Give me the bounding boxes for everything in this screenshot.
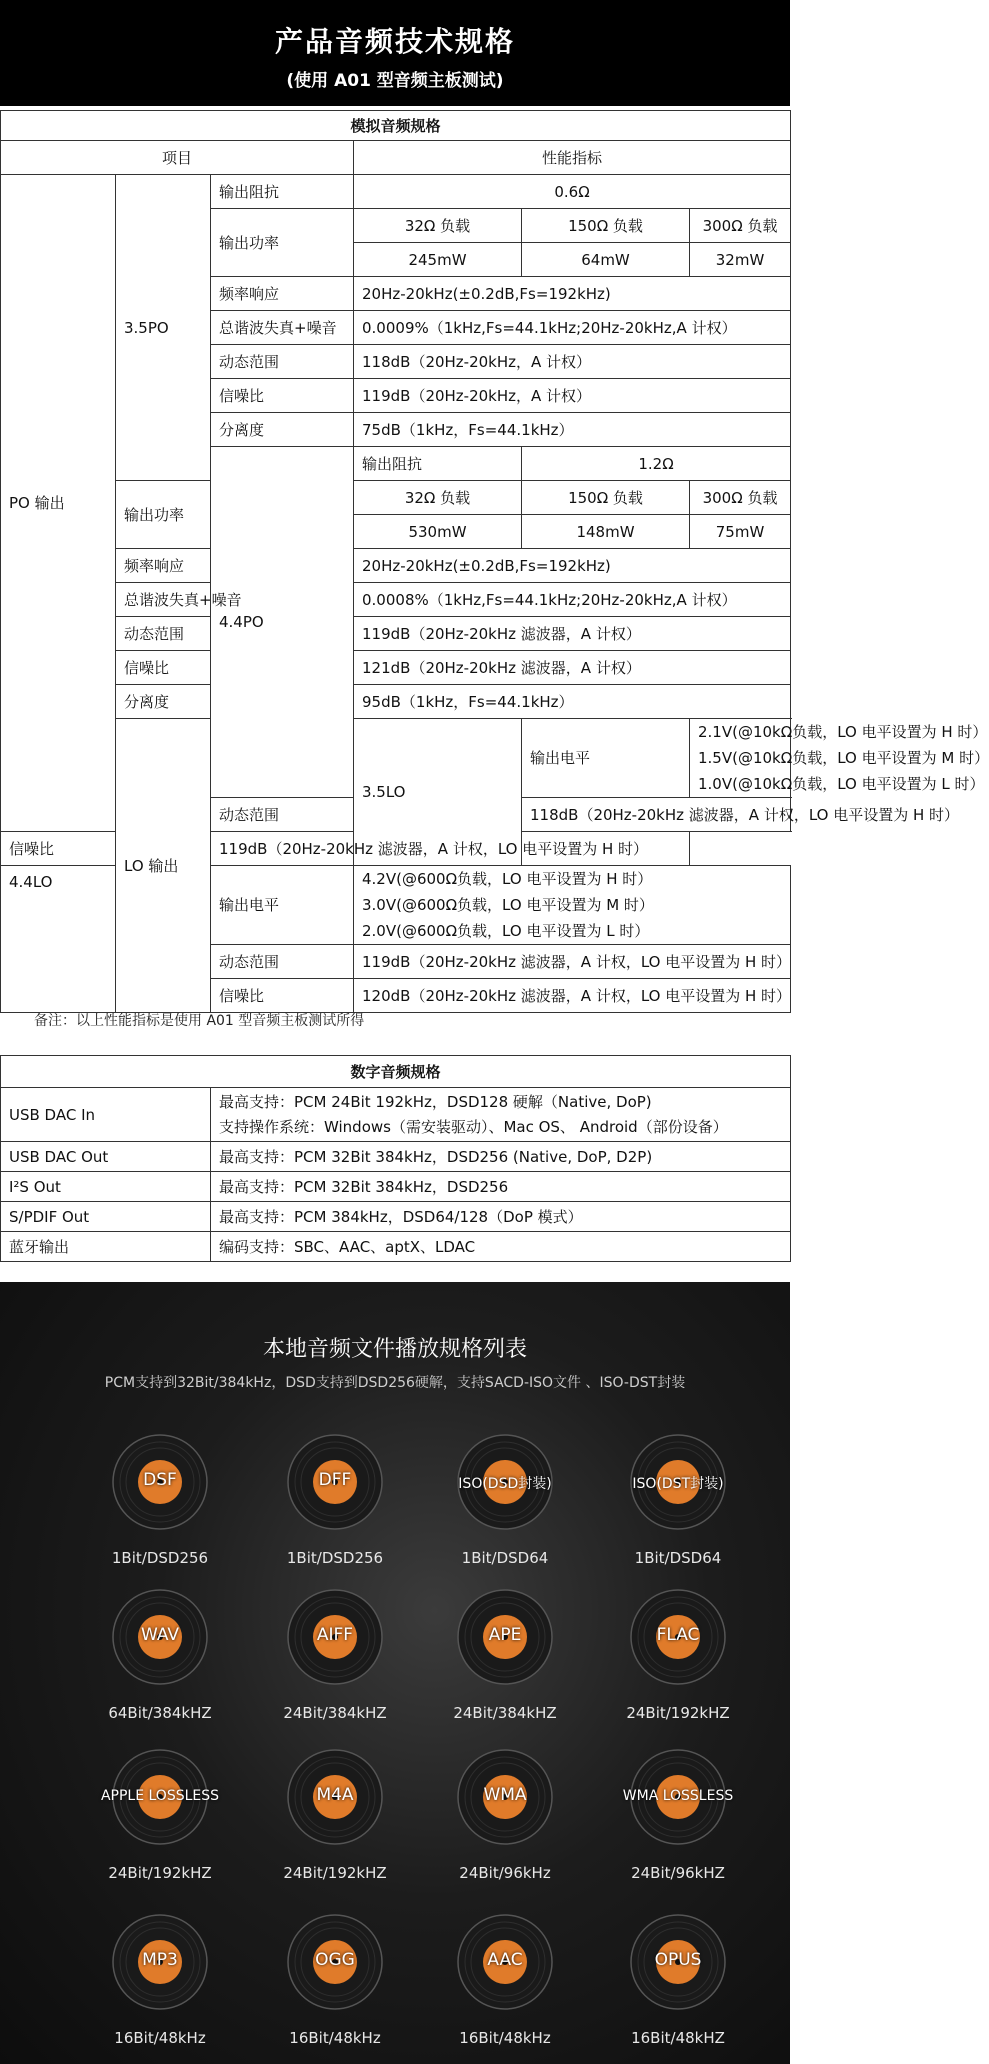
- digital-row-label: USB DAC Out: [1, 1142, 211, 1172]
- format-item: [60, 1587, 260, 1737]
- load-label: 150Ω 负载: [522, 209, 690, 243]
- format-spec: 24Bit/192kHZ: [283, 1864, 387, 1882]
- format-spec: 1Bit/DSD256: [111, 1549, 209, 1567]
- load-label: 150Ω 负载: [522, 481, 690, 515]
- digital-row-label: 蓝牙输出: [1, 1232, 211, 1262]
- page-subtitle: (使用 A01 型音频主板测试): [286, 71, 504, 91]
- format-spec: 16Bit/48kHz: [289, 2029, 381, 2047]
- format-name: WMA LOSSLESS: [622, 1788, 734, 1804]
- row-value: 120dB（20Hz-20kHz 滤波器，A 计权，LO 电平设置为 H 时）: [354, 979, 791, 1013]
- load-label: 32Ω 负载: [354, 481, 522, 515]
- format-spec: 24Bit/384kHZ: [283, 1704, 387, 1722]
- level-line: 2.1V(@10kΩ负载，LO 电平设置为 H 时）: [698, 723, 988, 741]
- col-header-item: 项目: [1, 141, 354, 175]
- group-name: 4.4LO: [1, 866, 116, 1013]
- format-spec: 1Bit/DSD64: [461, 1549, 549, 1567]
- format-item: [578, 1432, 778, 1582]
- format-item: [578, 1587, 778, 1737]
- load-label: 300Ω 负载: [690, 481, 791, 515]
- row-value: 121dB（20Hz-20kHz 滤波器，A 计权）: [354, 651, 791, 685]
- level-line: 1.0V(@10kΩ负载，LO 电平设置为 L 时）: [698, 775, 985, 793]
- row-label: 输出阻抗: [211, 175, 354, 209]
- row-label: 输出功率: [116, 481, 211, 549]
- row-value: 20Hz-20kHz(±0.2dB,Fs=192kHz): [354, 549, 791, 583]
- format-spec: 24Bit/192kHZ: [108, 1864, 212, 1882]
- row-label: 动态范围: [211, 945, 354, 979]
- power-value: 530mW: [354, 515, 522, 549]
- power-value: 148mW: [522, 515, 690, 549]
- analog-note: 备注：以上性能指标是使用 A01 型音频主板测试所得: [34, 1013, 365, 1029]
- row-label: 输出功率: [211, 209, 354, 277]
- format-item: [578, 1912, 778, 2062]
- row-label: 动态范围: [211, 798, 354, 832]
- format-item: [405, 1912, 605, 2062]
- formats-section: [0, 1282, 790, 2064]
- row-value: 0.6Ω: [354, 175, 791, 209]
- format-name: M4A: [316, 1785, 354, 1805]
- digital-row-value: 最高支持：PCM 32Bit 384kHz，DSD256: [211, 1172, 791, 1202]
- row-label: 总谐波失真+噪音: [211, 311, 354, 345]
- lo-output-label: LO 输出: [116, 719, 211, 1013]
- load-label: 300Ω 负载: [690, 209, 791, 243]
- format-name: FLAC: [656, 1625, 700, 1645]
- format-name: DFF: [318, 1470, 352, 1490]
- row-label: 输出电平: [211, 866, 354, 945]
- row-value: 119dB（20Hz-20kHz 滤波器，A 计权，LO 电平设置为 H 时）: [354, 945, 791, 979]
- row-value: 118dB（20Hz-20kHz 滤波器，A 计权，LO 电平设置为 H 时）: [522, 798, 791, 832]
- row-label: 动态范围: [211, 345, 354, 379]
- power-value: 75mW: [690, 515, 791, 549]
- row-label: 频率响应: [116, 549, 211, 583]
- row-value: 0.0008%（1kHz,Fs=44.1kHz;20Hz-20kHz,A 计权）: [354, 583, 791, 617]
- format-name: AAC: [487, 1950, 523, 1970]
- row-label: 输出阻抗: [354, 447, 522, 481]
- row-label: 频率响应: [211, 277, 354, 311]
- format-name: MP3: [142, 1950, 178, 1970]
- format-item: [405, 1432, 605, 1582]
- analog-table-title: 模拟音频规格: [1, 111, 791, 141]
- format-item: [60, 1912, 260, 2062]
- format-name: WMA: [483, 1785, 527, 1805]
- digital-spec-table: [0, 1055, 791, 1262]
- digital-row-value: 最高支持：PCM 32Bit 384kHz，DSD256 (Native, DoP, D2P): [211, 1142, 791, 1172]
- row-label: 分离度: [211, 413, 354, 447]
- format-name: ISO(DSD封装): [458, 1476, 552, 1492]
- analog-spec-table: [0, 110, 989, 1013]
- format-spec: 1Bit/DSD64: [634, 1549, 722, 1567]
- format-name: OPUS: [654, 1950, 702, 1970]
- load-label: 32Ω 负载: [354, 209, 522, 243]
- row-label: 动态范围: [116, 617, 211, 651]
- format-spec: 64Bit/384kHZ: [108, 1704, 212, 1722]
- digital-row-label: I²S Out: [1, 1172, 211, 1202]
- row-label: 信噪比: [211, 979, 354, 1013]
- level-line: 3.0V(@600Ω负载，LO 电平设置为 M 时）: [362, 896, 654, 914]
- format-item: [405, 1587, 605, 1737]
- row-value: 118dB（20Hz-20kHz，A 计权）: [354, 345, 791, 379]
- row-value: 119dB（20Hz-20kHz 滤波器，A 计权，LO 电平设置为 H 时）: [211, 832, 690, 866]
- format-name: APPLE LOSSLESS: [100, 1788, 220, 1804]
- format-item: [405, 1747, 605, 1897]
- format-spec: 24Bit/384kHZ: [453, 1704, 557, 1722]
- format-name: APE: [488, 1625, 522, 1645]
- format-spec: 1Bit/DSD256: [286, 1549, 384, 1567]
- power-value: 32mW: [690, 243, 791, 277]
- format-name: ISO(DST封装): [632, 1476, 724, 1492]
- row-label: 信噪比: [211, 379, 354, 413]
- format-name: OGG: [315, 1950, 355, 1970]
- format-item: [60, 1747, 260, 1897]
- digital-row-value: 最高支持：PCM 384kHz，DSD64/128（DoP 模式）: [211, 1202, 791, 1232]
- group-name: 3.5PO: [116, 175, 211, 481]
- level-line: 4.2V(@600Ω负载，LO 电平设置为 H 时）: [362, 870, 653, 888]
- row-label: 分离度: [116, 685, 211, 719]
- spec-header: [0, 0, 790, 106]
- digital-row-value: 支持操作系统：Windows（需安装驱动）、Mac OS、 Android（部份设备）: [219, 1117, 728, 1136]
- digital-table-title: 数字音频规格: [1, 1056, 791, 1088]
- row-value: 1.2Ω: [522, 447, 791, 481]
- power-value: 245mW: [354, 243, 522, 277]
- format-name: DSF: [143, 1470, 177, 1490]
- format-spec: 16Bit/48kHz: [114, 2029, 206, 2047]
- row-value: 20Hz-20kHz(±0.2dB,Fs=192kHz): [354, 277, 791, 311]
- row-value: 119dB（20Hz-20kHz，A 计权）: [354, 379, 791, 413]
- row-label: 总谐波失真+噪音: [116, 583, 211, 617]
- level-line: 1.5V(@10kΩ负载，LO 电平设置为 M 时）: [698, 749, 989, 767]
- po-output-label: PO 输出: [1, 175, 116, 832]
- format-item: [578, 1747, 778, 1897]
- col-header-performance: 性能指标: [354, 141, 791, 175]
- row-value: 119dB（20Hz-20kHz 滤波器，A 计权）: [354, 617, 791, 651]
- level-line: 2.0V(@600Ω负载，LO 电平设置为 L 时）: [362, 922, 650, 940]
- row-label: 信噪比: [1, 832, 116, 866]
- digital-row-label: USB DAC In: [1, 1088, 211, 1142]
- row-value: 95dB（1kHz，Fs=44.1kHz）: [354, 685, 791, 719]
- format-spec: 16Bit/48kHZ: [631, 2029, 725, 2047]
- formats-subtitle: PCM支持到32Bit/384kHz，DSD支持到DSD256硬解，支持SACD-ISO文件 、ISO-DST封装: [104, 1375, 686, 1391]
- digital-row-value: 编码支持：SBC、AAC、aptX、LDAC: [211, 1232, 791, 1262]
- page-title: 产品音频技术规格: [274, 25, 515, 58]
- row-label: 输出电平: [522, 719, 690, 798]
- format-spec: 24Bit/192kHZ: [626, 1704, 730, 1722]
- digital-row-value: 最高支持：PCM 24Bit 192kHz，DSD128 硬解（Native, DoP): [219, 1092, 652, 1111]
- format-spec: 24Bit/96kHz: [459, 1864, 551, 1882]
- format-name: AIFF: [316, 1625, 354, 1645]
- format-item: [60, 1432, 260, 1582]
- group-name: 3.5LO: [354, 719, 522, 866]
- format-name: WAV: [140, 1625, 180, 1645]
- group-name: 4.4PO: [211, 447, 354, 798]
- format-spec: 16Bit/48kHz: [459, 2029, 551, 2047]
- row-value: 75dB（1kHz，Fs=44.1kHz）: [354, 413, 791, 447]
- format-spec: 24Bit/96kHZ: [631, 1864, 725, 1882]
- formats-title: 本地音频文件播放规格列表: [262, 1337, 527, 1362]
- row-label: 信噪比: [116, 651, 211, 685]
- digital-row-label: S/PDIF Out: [1, 1202, 211, 1232]
- power-value: 64mW: [522, 243, 690, 277]
- row-value: 0.0009%（1kHz,Fs=44.1kHz;20Hz-20kHz,A 计权）: [354, 311, 791, 345]
